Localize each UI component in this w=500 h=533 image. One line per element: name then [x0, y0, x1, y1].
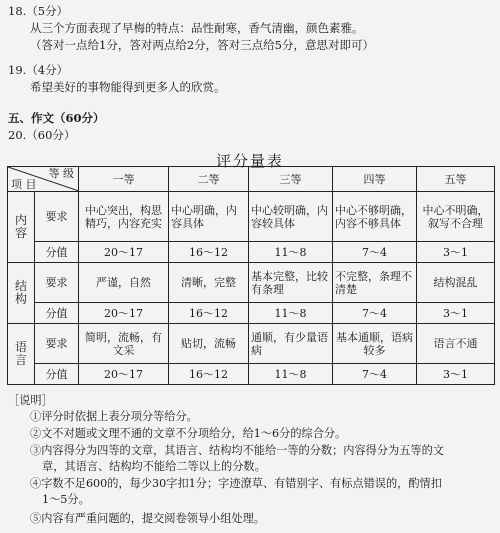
grade-header: 五等	[417, 167, 495, 192]
notes-heading: ［说明］	[8, 394, 53, 407]
note-item: ③内容得分为四等的文章，其语言、结构均不能给一等的分数；内容得分为五等的文	[30, 444, 444, 457]
score-cell: 7～4	[333, 303, 417, 324]
table-cell: 清晰，完整	[169, 263, 249, 303]
table-cell: 不完整，条理不清楚	[333, 263, 417, 303]
score-cell: 11～8	[249, 303, 333, 324]
table-cell: 通顺，有少量语病	[249, 324, 333, 364]
score-cell: 11～8	[249, 242, 333, 263]
requirement-label: 要求	[35, 192, 79, 242]
q18-answer: 从三个方面表现了早梅的特点：品性耐寒，香气清幽，颜色素雅。	[30, 21, 364, 35]
table-cell: 简明，流畅，有文采	[79, 324, 169, 364]
score-cell: 11～8	[249, 364, 333, 385]
table-row	[8, 324, 495, 364]
q18-scoring-note: （答对一点给1分，答对两点给2分，答对三点给5分，意思对即可）	[30, 38, 374, 52]
section5-heading: 五、作文（60分）	[8, 111, 105, 125]
note-item: ①评分时依据上表分项分等给分。	[30, 410, 198, 423]
note-item: ②文不对题或文理不通的文章不分项给分，给1～6分的综合分。	[30, 427, 347, 440]
score-cell: 20～17	[79, 364, 169, 385]
score-cell: 16～12	[169, 364, 249, 385]
q19-answer: 希望美好的事物能得到更多人的欣赏。	[30, 80, 226, 94]
category-structure: 结 构	[8, 263, 35, 324]
table-corner-cell	[8, 167, 79, 192]
score-cell: 20～17	[79, 242, 169, 263]
table-row	[8, 364, 495, 385]
table-cell: 基本完整，比较有条理	[249, 263, 333, 303]
corner-item-label: 项 目	[11, 178, 37, 191]
score-label: 分值	[35, 303, 79, 324]
corner-grade-label: 等 级	[48, 167, 74, 180]
score-label: 分值	[35, 242, 79, 263]
table-row	[8, 242, 495, 263]
score-label: 分值	[35, 364, 79, 385]
table-cell: 中心明确，内容具体	[169, 192, 249, 242]
table-cell: 基本通顺，语病较多	[333, 324, 417, 364]
requirement-label: 要求	[35, 263, 79, 303]
score-cell: 7～4	[333, 364, 417, 385]
score-cell: 3～1	[417, 364, 495, 385]
score-cell: 7～4	[333, 242, 417, 263]
note-item: ④字数不足600的，每少30字扣1分；字迹潦草、有错别字、有标点错误的，酌情扣	[30, 477, 442, 490]
table-cell: 中心不够明确，内容不够具体	[333, 192, 417, 242]
table-row	[8, 303, 495, 324]
grade-header: 四等	[333, 167, 417, 192]
category-content: 内 容	[8, 192, 35, 263]
note-item: ⑤内容有严重问题的，提交阅卷领导小组处理。	[30, 512, 265, 525]
table-cell: 语言不通	[417, 324, 495, 364]
table-row	[8, 263, 495, 303]
note-item: 章，其语言、结构均不能给二等以上的分数。	[42, 460, 266, 473]
grading-table	[7, 166, 495, 385]
grade-header: 二等	[169, 167, 249, 192]
table-title: 评分量表	[215, 152, 284, 170]
table-cell: 结构混乱	[417, 263, 495, 303]
q19-heading: 19.（4分）	[8, 63, 69, 77]
table-cell: 严谨，自然	[79, 263, 169, 303]
category-language: 语 言	[8, 324, 35, 385]
table-cell: 中心不明确，叙写不合理	[417, 192, 495, 242]
grade-header: 一等	[79, 167, 169, 192]
score-cell: 3～1	[417, 242, 495, 263]
table-cell: 贴切，流畅	[169, 324, 249, 364]
score-cell: 16～12	[169, 303, 249, 324]
table-header-row	[8, 167, 495, 192]
table-cell: 中心突出，构思精巧，内容充实	[79, 192, 169, 242]
score-cell: 16～12	[169, 242, 249, 263]
requirement-label: 要求	[35, 324, 79, 364]
q20-heading: 20.（60分）	[8, 128, 76, 142]
q18-heading: 18.（5分）	[8, 4, 69, 18]
table-row	[8, 192, 495, 242]
score-cell: 20～17	[79, 303, 169, 324]
note-item: 1～5分。	[42, 493, 90, 506]
grade-header: 三等	[249, 167, 333, 192]
score-cell: 3～1	[417, 303, 495, 324]
table-cell: 中心较明确，内容较具体	[249, 192, 333, 242]
